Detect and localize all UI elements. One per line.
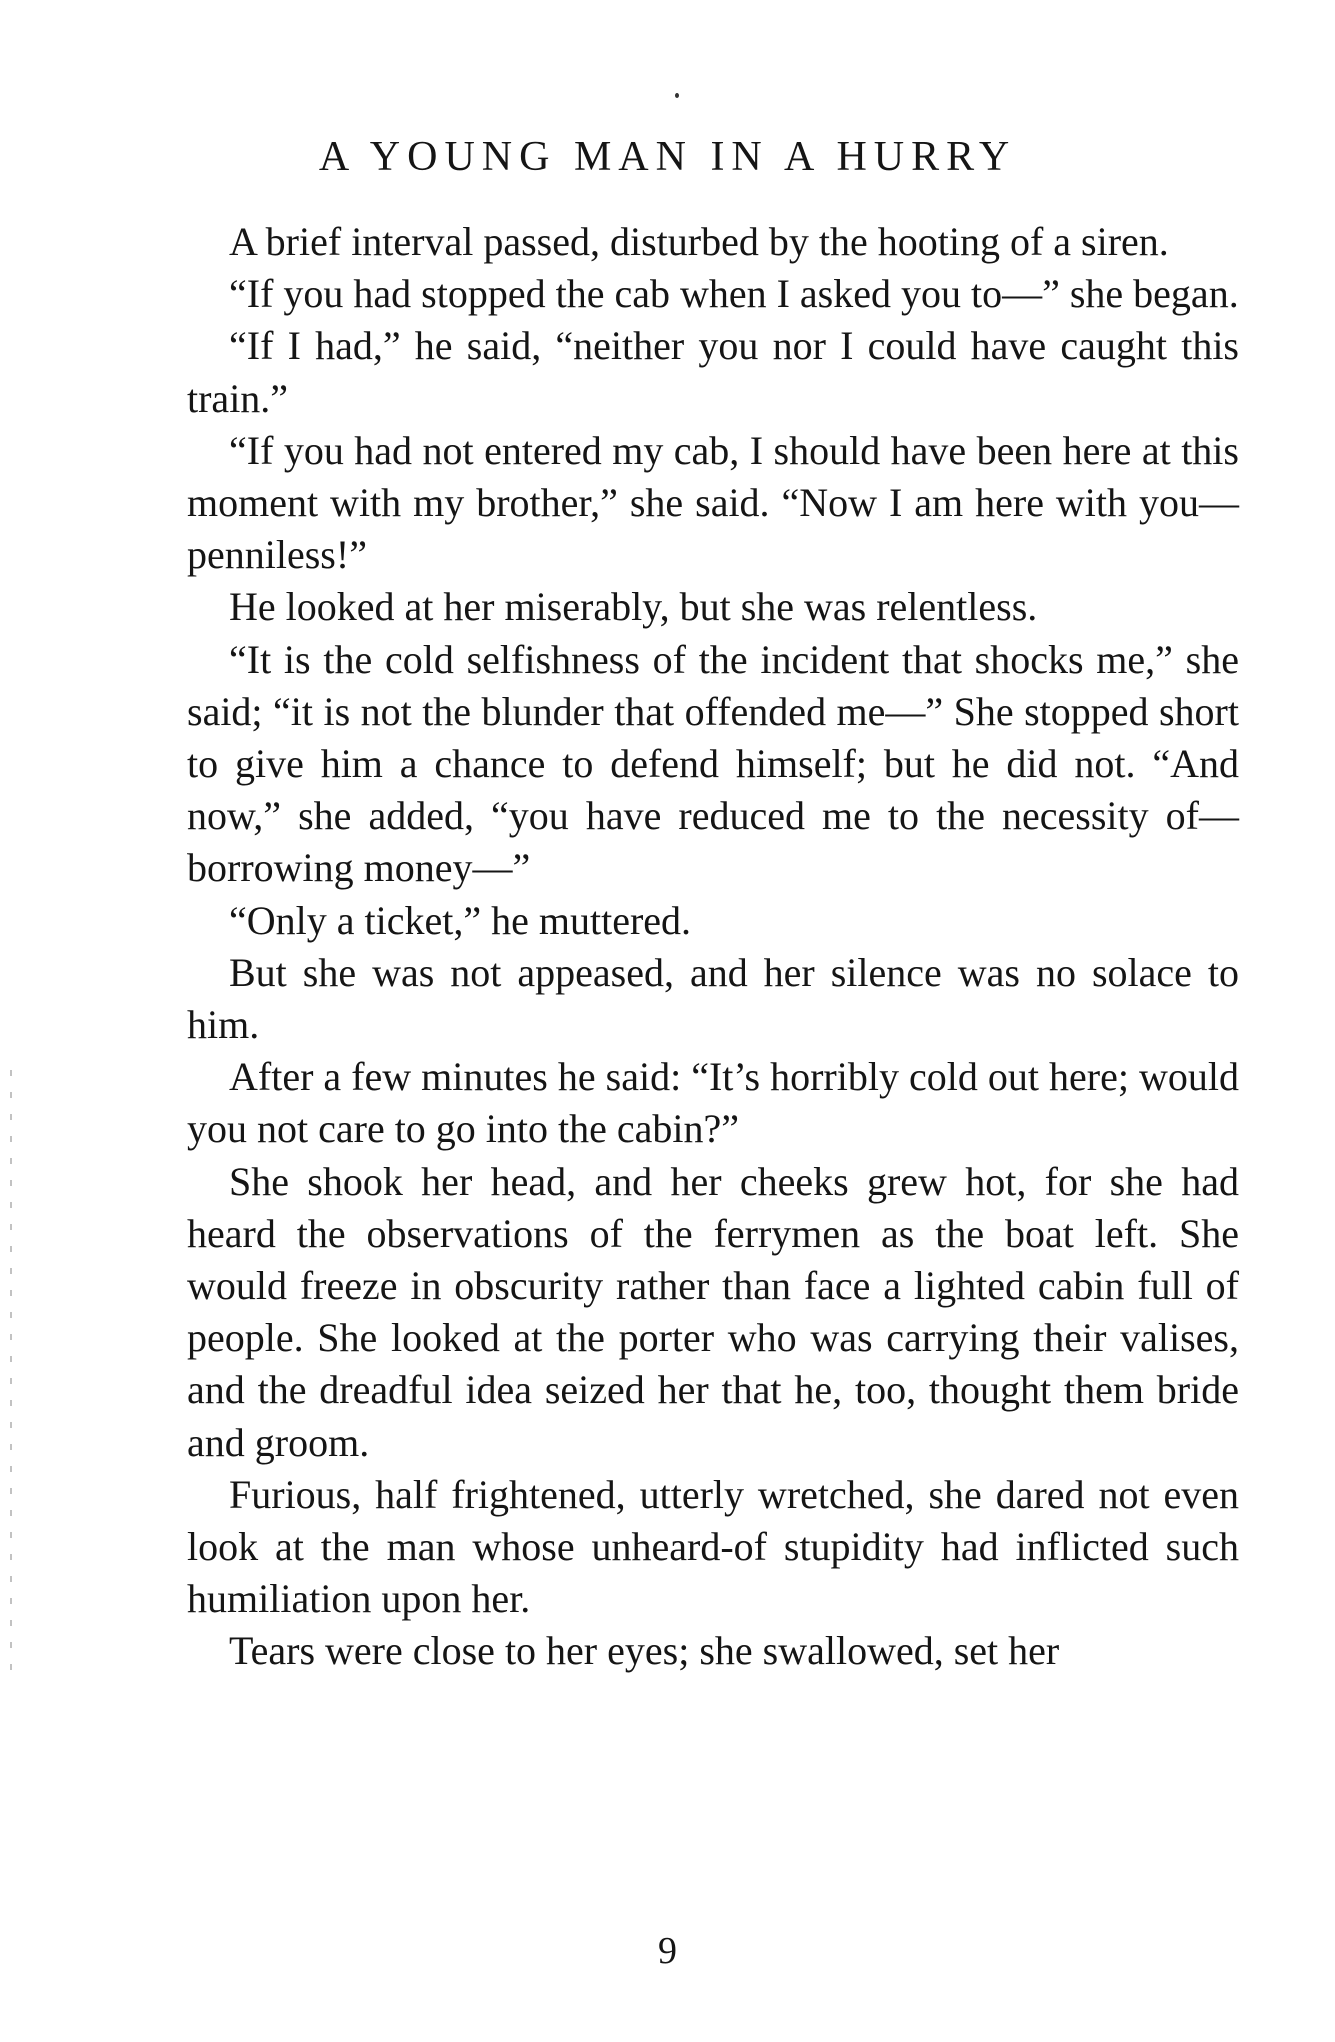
paragraph: “If you had stopped the cab when I asked you to—” she began. [229, 271, 1239, 317]
gutter-shadow [10, 1070, 12, 1670]
paragraph: After a few minutes he said: “It’s horribly cold out here; would you not care to go into the cabin?” [187, 1054, 1239, 1152]
ink-speck [675, 93, 679, 98]
page-number: 9 [658, 1930, 677, 1972]
paragraph: Furious, half frightened, utterly wretched, she dared not even look at the man whose unheard-of stupidity had inflicted such humiliation upon her. [187, 1471, 1239, 1622]
paragraph: She shook her head, and her cheeks grew hot, for she had heard the observations of the ferrymen as the boat left. She would freeze in obscurity rather than face a lighted cabin full of people. She looked at the porter who was carrying their valises, and the dreadful idea seized her that he, too, thought them bride and groom. [187, 1158, 1239, 1465]
paragraph: “Only a ticket,” he muttered. [229, 897, 692, 943]
paragraph: “If I had,” he said, “neither you nor I could have caught this train.” [187, 323, 1239, 421]
paragraph: Tears were close to her eyes; she swallowed, set her [229, 1628, 1060, 1674]
paragraph: But she was not appeased, and her silence was no solace to him. [187, 949, 1239, 1048]
running-head: A YOUNG MAN IN A HURRY [318, 134, 1017, 180]
body-text [187, 216, 1239, 1678]
paragraph: “It is the cold selfishness of the incident that shocks me,” she said; “it is not the blunder that offended me—” She stopped short to give him a chance to defend himself; but he did not. “And now,” she added, “you have reduced me to the necessity of—borrowing money—” [187, 636, 1239, 891]
paragraph: A brief interval passed, disturbed by the hooting of a siren. [229, 219, 1169, 264]
paragraph: He looked at her miserably, but she was relentless. [229, 584, 1038, 630]
paragraph: “If you had not entered my cab, I should have been here at this moment with my brother,” she said. “Now I am here with you—penniless!” [187, 427, 1239, 578]
